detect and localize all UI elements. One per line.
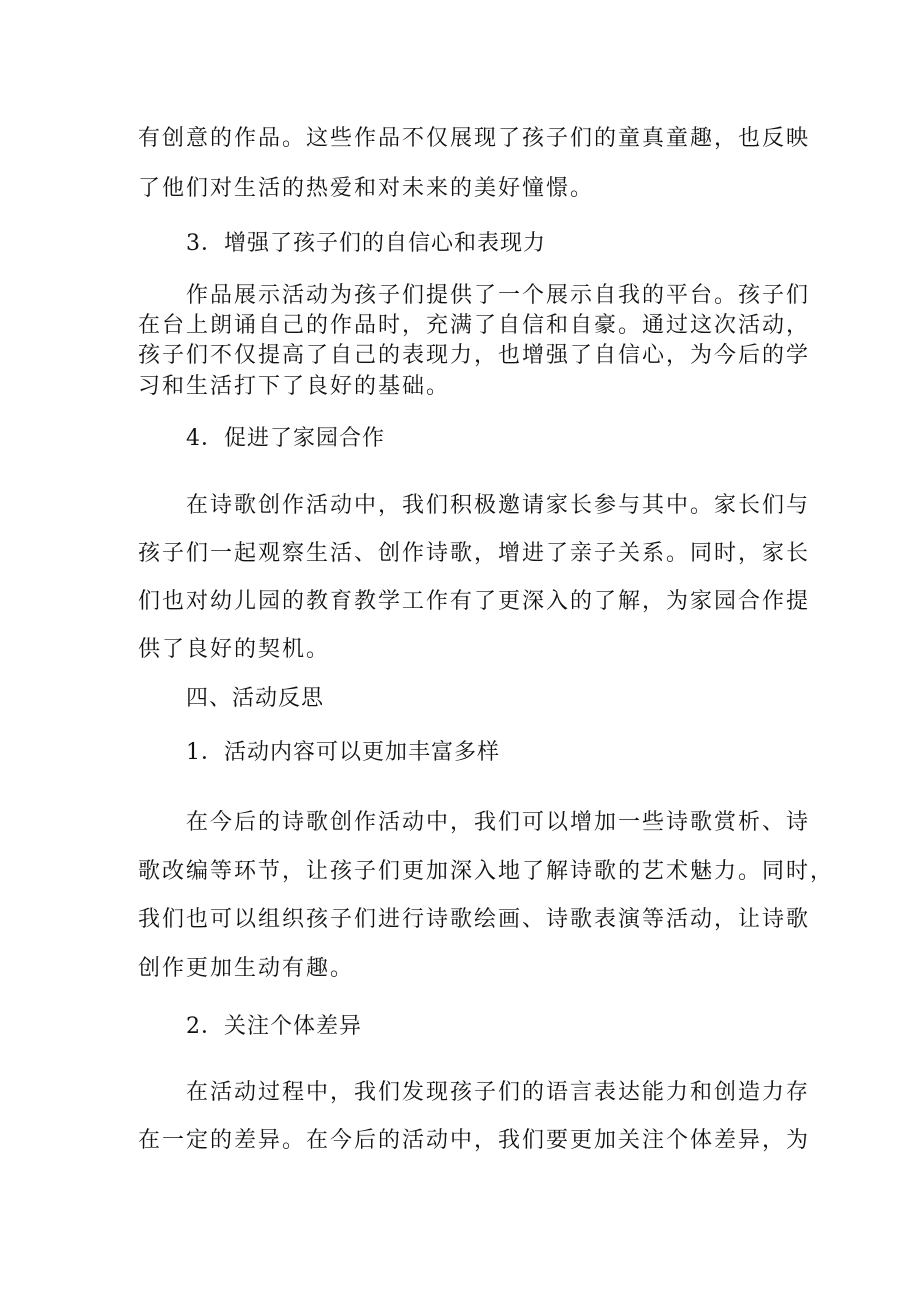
paragraph-line: 在活动过程中，我们发现孩子们的语言表达能力和创造力存 bbox=[186, 1080, 811, 1105]
paragraph-line: 作品展示活动为孩子们提供了一个展示自我的平台。孩子们 bbox=[186, 283, 811, 308]
paragraph-line: 了他们对生活的热爱和对未来的美好憧憬。 bbox=[138, 176, 595, 201]
subheading-1: 1．活动内容可以更加丰富多样 bbox=[186, 740, 500, 765]
paragraph-line: 在一定的差异。在今后的活动中，我们要更加关注个体差异，为 bbox=[138, 1128, 811, 1153]
section-heading: 四、活动反思 bbox=[186, 686, 325, 711]
subheading-4: 4．促进了家园合作 bbox=[186, 426, 385, 451]
paragraph-line: 在诗歌创作活动中，我们积极邀请家长参与其中。家长们与 bbox=[186, 493, 811, 518]
paragraph-line: 有创意的作品。这些作品不仅展现了孩子们的童真童趣，也反映 bbox=[138, 126, 811, 151]
paragraph-line: 们也对幼儿园的教育教学工作有了更深入的了解，为家园合作提 bbox=[138, 589, 811, 614]
paragraph-line: 创作更加生动有趣。 bbox=[138, 956, 355, 981]
paragraph-line: 我们也可以组织孩子们进行诗歌绘画、诗歌表演等活动，让诗歌 bbox=[138, 907, 811, 932]
paragraph-line: 歌改编等环节，让孩子们更加深入地了解诗歌的艺术魅力。同时， bbox=[138, 859, 835, 884]
subheading-2: 2．关注个体差异 bbox=[186, 1014, 362, 1039]
paragraph-line: 在今后的诗歌创作活动中，我们可以增加一些诗歌赏析、诗 bbox=[186, 810, 811, 835]
subheading-3: 3．增强了孩子们的自信心和表现力 bbox=[186, 231, 546, 256]
paragraph-line: 习和生活打下了良好的基础。 bbox=[138, 374, 451, 399]
paragraph-line: 在台上朗诵自己的作品时，充满了自信和自豪。通过这次活动， bbox=[138, 313, 811, 338]
paragraph-line: 供了良好的契机。 bbox=[138, 637, 331, 662]
paragraph-line: 孩子们不仅提高了自己的表现力，也增强了自信心，为今后的学 bbox=[138, 343, 811, 368]
paragraph-line: 孩子们一起观察生活、创作诗歌，增进了亲子关系。同时，家长 bbox=[138, 541, 811, 566]
